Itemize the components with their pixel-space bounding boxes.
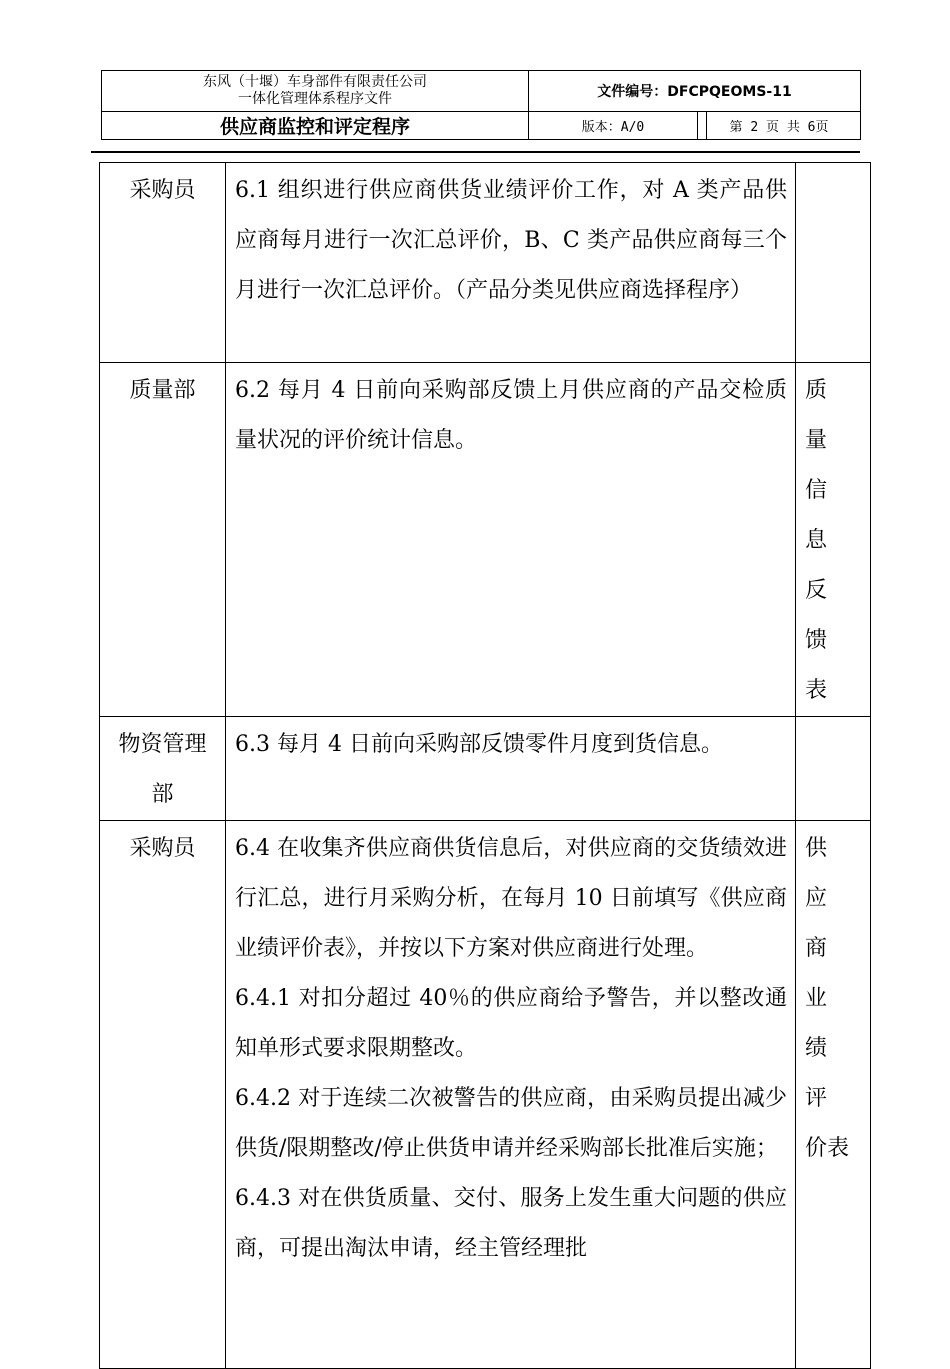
record-line: 商 业 [805,936,872,1011]
table-row [100,363,871,717]
department-cell: 采购员 [100,821,226,1369]
record-line: 价表 [805,1136,850,1161]
record-line: 供 应 [805,836,872,911]
version-label: 版本：A/0 [529,112,698,140]
record-line: 质 量 [805,378,872,453]
document-title: 供应商监控和评定程序 [102,112,529,140]
document-category: 一体化管理体系程序文件 [238,91,392,107]
clause-6-4: 6.4 在收集齐供应商供货信息后，对供应商的交货绩效进行汇总，进行月采购分析，在每月 10 日前填写《供应商业绩评价表》，并按以下方案对供应商进行处理。 [235,836,787,961]
department-cell: 质量部 [100,363,226,717]
procedure-table [99,162,871,1369]
header-divider [91,151,860,153]
record-name [805,824,872,1174]
clause-6-4-1: 6.4.1 对扣分超过 40％的供应商给予警告，并以整改通知单形式要求限期整改。 [235,986,787,1061]
record-cell [796,163,871,363]
clause-6-4-2: 6.4.2 对于连续二次被警告的供应商，由采购员提出减少供货/限期整改/停止供货申请并经采购部长批准后实施； [235,1086,787,1161]
content-cell [226,363,796,717]
record-cell [796,717,871,821]
page-number [698,112,861,140]
record-line: 信 息 [805,478,872,553]
record-line: 表 [805,678,828,703]
record-cell [796,363,871,717]
content-cell [226,821,796,1369]
department-cell: 采购员 [100,163,226,363]
content-cell [226,717,796,821]
content-cell [226,163,796,363]
clause-6-2: 6.2 每月 4 日前向采购部反馈上月供应商的产品交检质量状况的评价统计信息。 [235,378,787,453]
clause-6-4-3: 6.4.3 对在供货质量、交付、服务上发生重大问题的供应商，可提出淘汰申请，经主管经理批 [235,1186,787,1261]
record-line: 绩 评 [805,1036,872,1111]
page-number-text: 第 2 页 共 6页 [729,120,829,135]
document-number: 文件编号：DFCPQEOMS-11 [529,71,861,112]
record-line: 反 馈 [805,578,872,653]
clause-6-1: 6.1 组织进行供应商供货业绩评价工作，对 A 类产品供应商每月进行一次汇总评价，B、C 类产品供应商每三个月进行一次汇总评价。（产品分类见供应商选择程序） [235,178,787,303]
document-header [101,70,861,140]
department-cell: 物资管理部 [100,717,226,821]
table-row [100,163,871,363]
record-name [805,366,872,716]
clause-6-3: 6.3 每月 4 日前向采购部反馈零件月度到货信息。 [235,732,723,757]
table-row [100,717,871,821]
double-rule [706,112,707,139]
company-name: 东风（十堰）车身部件有限责任公司 [203,74,427,90]
record-cell [796,821,871,1369]
table-row [100,821,871,1369]
company-name-cell [102,71,529,112]
